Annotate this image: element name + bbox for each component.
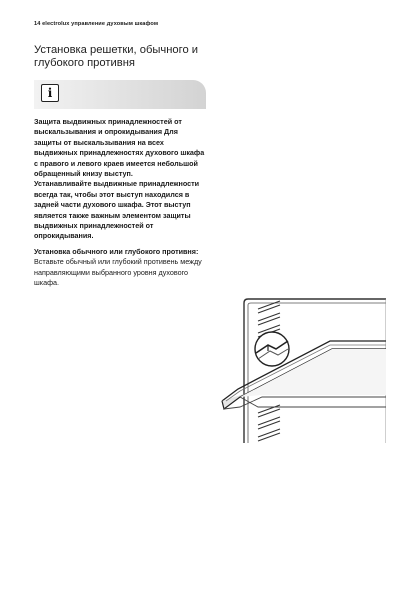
paragraph-anti-tilt: Защита выдвижных принадлежностей от выскальзывания и опрокидывания Для защиты от выскальзывания на всех выдвижных принадлежностях духового шкафа с правого и левого краев имеется небольшой обращенный книзу выступ. — [34, 117, 205, 179]
info-icon — [41, 84, 59, 102]
oven-tray-drawing — [218, 297, 386, 443]
paragraph-tray-instructions: Вставьте обычный или глубокий противень между направляющими выбранного уровня духового шкафа. — [34, 257, 202, 288]
info-glyph: i — [47, 86, 53, 100]
subheading-tray-installation: Установка обычного или глубокого противня: — [34, 246, 199, 256]
body-text — [34, 117, 206, 289]
paragraph-installation-note: Устанавливайте выдвижные принадлежности всегда так, чтобы этот выступ находился в задней части духового шкафа. Этот выступ является также важным элементом защиты выдвижных принадлежностей от опрокидывания. — [34, 179, 200, 241]
running-header: 14 electrolux управление духовым шкафом — [34, 21, 159, 27]
oven-tray-illustration — [218, 297, 386, 443]
section-title: Установка решетки, обычного и глубокого противня — [34, 44, 199, 69]
info-bar — [34, 80, 206, 109]
